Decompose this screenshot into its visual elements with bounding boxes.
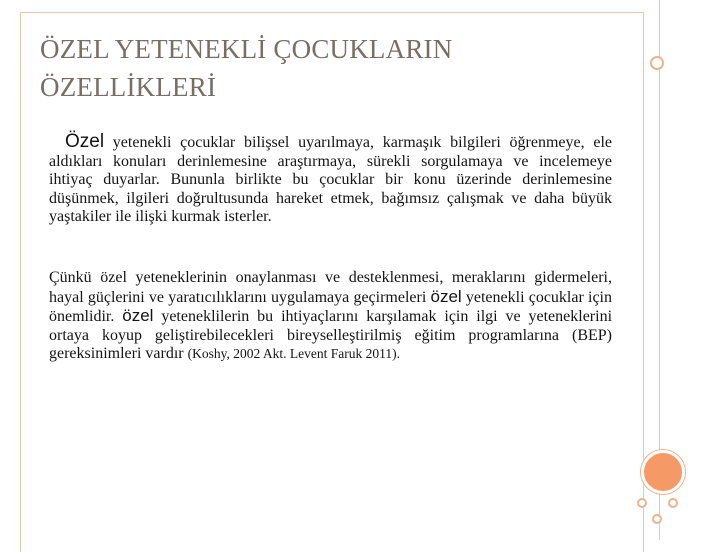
decorative-small-ring-icon — [668, 498, 678, 508]
highlighted-word: özel — [430, 286, 462, 306]
decorative-small-ring-icon — [637, 498, 647, 508]
highlighted-word: özel — [122, 306, 154, 326]
decorative-ring-icon — [650, 56, 664, 70]
decorative-small-ring-icon — [652, 514, 662, 524]
paragraph-segment: yetenekli çocuklar için önemlidir. — [49, 288, 613, 326]
slide-title: ÖZEL YETENEKLİ ÇOCUKLARIN ÖZELLİKLERİ — [40, 34, 453, 102]
paragraph-lead-word: Özel — [65, 131, 105, 152]
paragraph-segment: yeteneklilerin bu ihtiyaçlarını karşılamak için ilgi ve yeteneklerini ortaya koyup geliştirebilecekleri bireyselleştirilmiş eğitim programlarına (BEP) gereksinimleri vardır — [49, 308, 613, 363]
decorative-circle-icon — [641, 450, 685, 494]
paragraph-support — [49, 269, 612, 364]
paragraph-body: yetenekli çocuklar bilişsel uyarılmaya, karmaşık bilgileri öğrenmeye, ele aldıkları konuları derinlemesine araştırmaya, sürekli sorgulamaya ve incelemeye ihtiyaç duyarlar. Bununla birlikte bu çocuklar bir konu üzerinde derinlemesine düşünmek, ilgileri doğrultusunda hareket etmek, bağımsız çalışmak ve daha büyük yaştakiler ile ilişki kurmak isterler. — [49, 134, 612, 226]
citation: (Koshy, 2002 Akt. Levent Faruk 2011). — [187, 346, 400, 362]
paragraph-segment: Çünkü özel yeteneklerinin onaylanması ve desteklenmesi, meraklarını gidermeleri, hayal güçlerini ve yaratıcılıklarını uygulamaya geçirmeleri — [49, 269, 612, 306]
paragraph-needs — [49, 133, 612, 227]
